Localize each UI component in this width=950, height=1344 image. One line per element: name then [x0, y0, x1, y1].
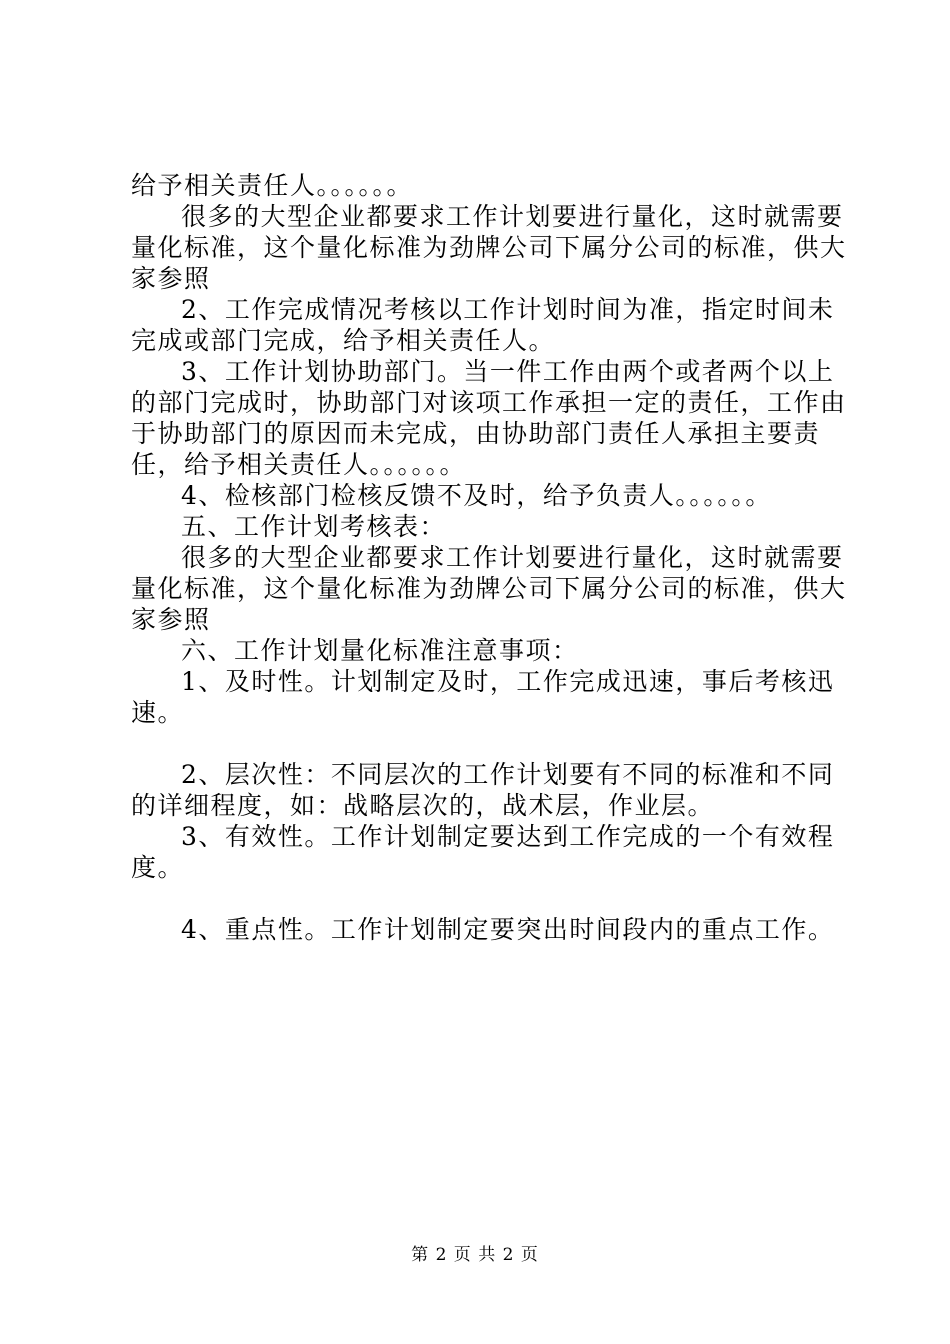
note-hierarchy: 2、层次性：不同层次的工作计划要有不同的标准和不同的详细程度，如：战略层次的，战术层，作业层。 — [131, 760, 835, 820]
page-footer: 第 2 页 共 2 页 — [411, 1245, 539, 1265]
section-heading-5: 五、工作计划考核表： — [181, 512, 447, 541]
paragraph-quantification-repeat: 很多的大型企业都要求工作计划要进行量化，这时就需要量化标准，这个量化标准为劲牌公司下属分公司的标准，供大家参照 — [131, 543, 847, 634]
paragraph-item-4: 4、检核部门检核反馈不及时，给予负责人。。。。。。 — [181, 481, 772, 510]
paragraph-item-2: 2、工作完成情况考核以工作计划时间为准，指定时间未完成或部门完成，给予相关责任人。 — [131, 295, 835, 355]
note-timeliness: 1、及时性。计划制定及时，工作完成迅速，事后考核迅速。 — [131, 667, 835, 727]
note-effectiveness: 3、有效性。工作计划制定要达到工作完成的一个有效程度。 — [131, 822, 835, 882]
section-heading-6: 六、工作计划量化标准注意事项： — [181, 636, 579, 665]
paragraph-quantification-intro: 很多的大型企业都要求工作计划要进行量化，这时就需要量化标准，这个量化标准为劲牌公司下属分公司的标准，供大家参照 — [131, 202, 847, 293]
note-priority: 4、重点性。工作计划制定要突出时间段内的重点工作。 — [181, 915, 835, 944]
document-body — [131, 170, 851, 945]
paragraph-item-3: 3、工作计划协助部门。当一件工作由两个或者两个以上的部门完成时，协助部门对该项工作承担一定的责任，工作由于协助部门的原因而未完成，由协助部门责任人承担主要责任，给予相关责任人。。。。。。 — [131, 357, 847, 479]
paragraph-continuation: 给予相关责任人。。。。。。 — [131, 171, 414, 200]
